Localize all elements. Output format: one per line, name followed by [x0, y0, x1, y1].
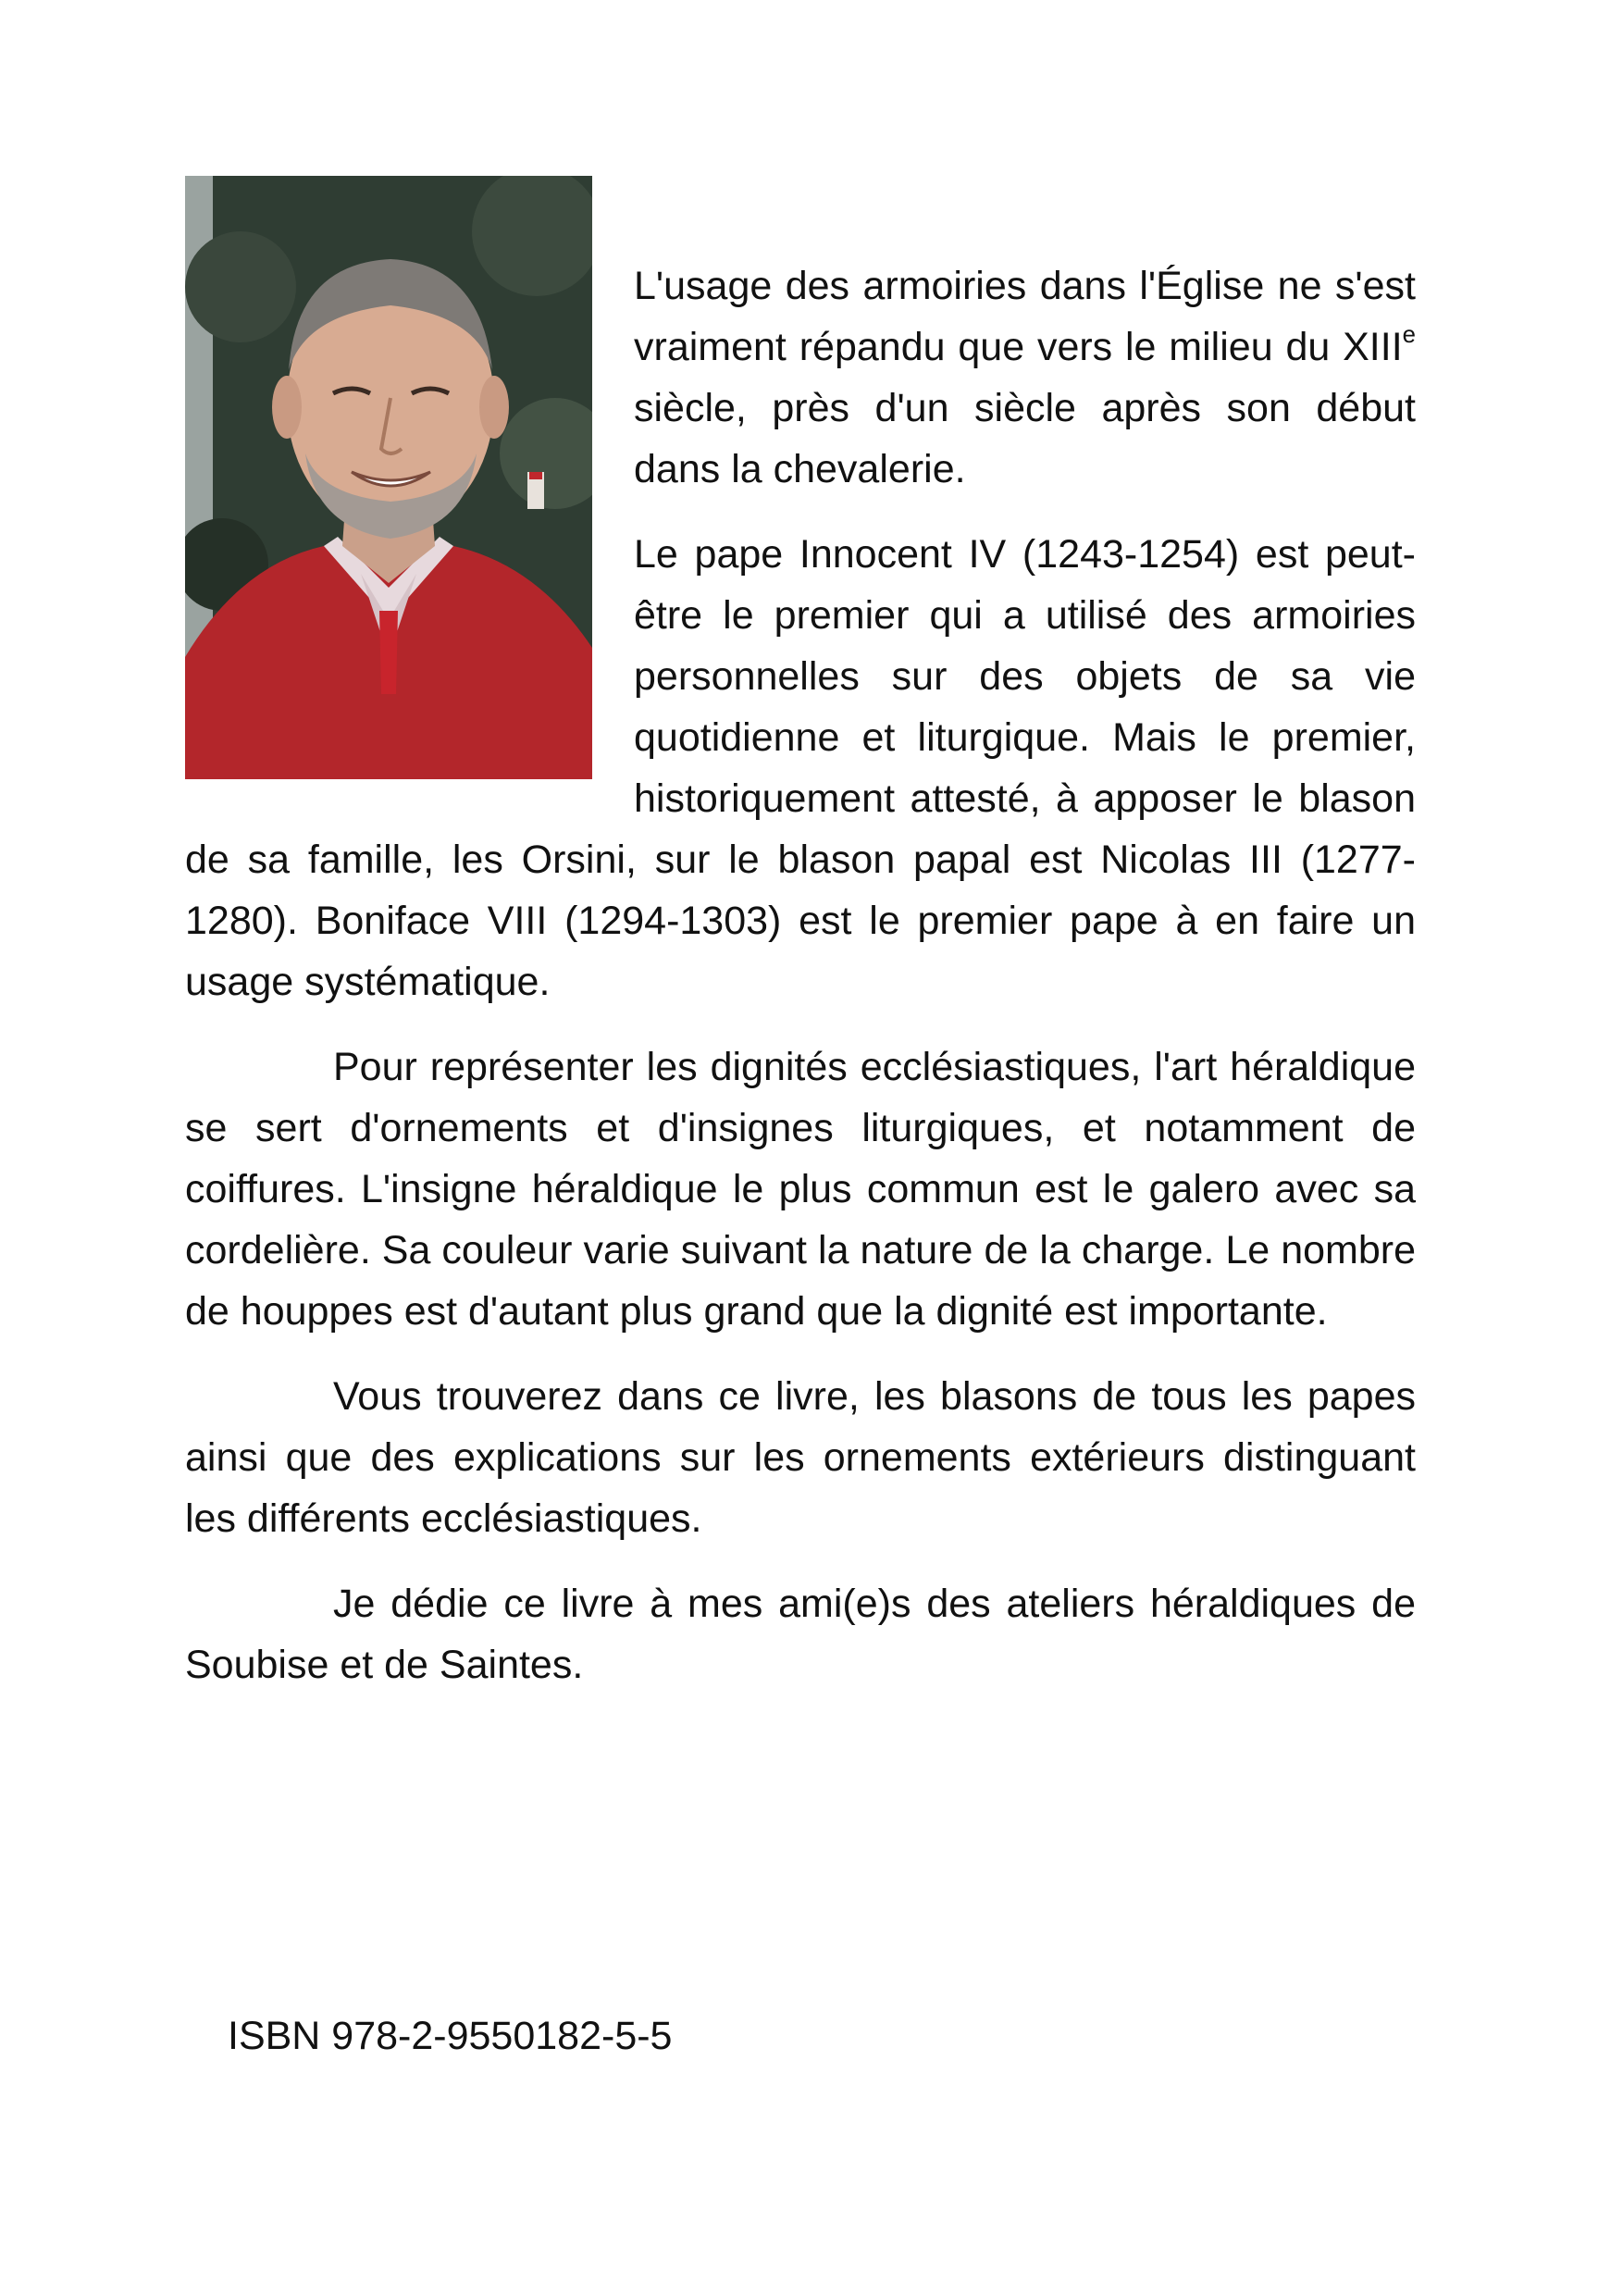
author-portrait [185, 176, 592, 779]
isbn-number: ISBN 978-2-9550182-5-5 [228, 2014, 673, 2058]
paragraph-heraldic-ornaments: Pour représenter les dignités ecclésiastiques, l'art héraldique se sert d'ornements et d'insignes liturgiques, et notamment de coiffures. L'insigne héraldique le plus commun est le galero avec sa cordelière. Sa couleur varie suivant la nature de la charge. Le nombre de houppes est d'autant plus grand que la dignité est importante. [185, 1045, 1416, 1334]
author-portrait-illustration [185, 176, 592, 779]
paragraph-1-text-a: L'usage des armoiries dans l'Église ne s'est vraiment répandu que vers le milieu du XIII [634, 264, 1416, 369]
text-column [185, 176, 1416, 1719]
paragraph-popes-history: Le pape Innocent IV (1243-1254) est peut-être le premier qui a utilisé des armoiries personnelles sur des objets de sa vie quotidienne et liturgique. Mais le premier, historiquement attesté, à apposer le blason de sa famille, les Orsini, sur le blason papal est Nicolas III (1277-1280). Boniface VIII (1294-1303) est le premier pape à en faire un usage systématique. [185, 532, 1416, 1004]
paragraph-1-text-b: siècle, près d'un siècle après son début dans la chevalerie. [634, 386, 1416, 491]
paragraph-book-content: Vous trouverez dans ce livre, les blasons de tous les papes ainsi que des explications sur les ornements extérieurs distinguant les différents ecclésiastiques. [185, 1374, 1416, 1541]
century-superscript: e [1402, 321, 1416, 348]
paragraph-dedication: Je dédie ce livre à mes ami(e)s des ateliers héraldiques de Soubise et de Saintes. [185, 1582, 1416, 1687]
